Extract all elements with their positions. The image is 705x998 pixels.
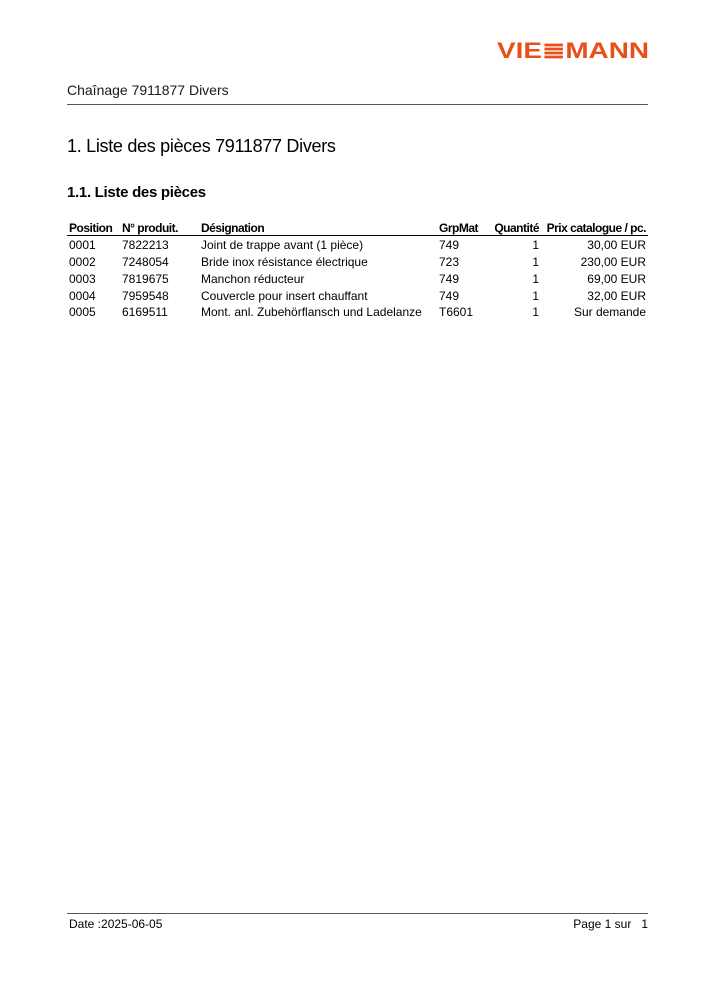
document-header-title: Chaînage 7911877 Divers [67,82,229,98]
cell-product-no: 7822213 [122,238,169,253]
footer-date: Date :2025-06-05 [69,917,163,931]
table-row [67,271,648,288]
table-row [67,236,648,254]
cell-position: 0004 [69,288,96,303]
parts-table [67,221,648,321]
column-header-designation: Désignation [199,221,437,236]
cell-position: 0002 [69,255,96,270]
cell-designation: Mont. anl. Zubehörflansch und Ladelanze [201,305,422,320]
cell-quantity: 1 [532,255,539,270]
table-row [67,304,648,321]
column-header-price: Prix catalogue / pc. [541,221,648,236]
section-heading: 1. Liste des pièces 7911877 Divers [67,136,336,156]
subsection-heading: 1.1. Liste des pièces [67,184,206,201]
table-header-row [67,221,648,236]
column-header-position: Position [67,221,120,236]
svg-text:VIE≣MANN: VIE≣MANN [497,38,649,63]
cell-price: 32,00 EUR [587,288,646,303]
cell-position: 0005 [69,305,96,320]
cell-designation: Couvercle pour insert chauffant [201,288,368,303]
cell-product-no: 6169511 [122,305,168,320]
column-header-quantity: Quantité [491,221,541,236]
header-divider [67,104,648,105]
cell-designation: Bride inox résistance électrique [201,255,368,270]
footer-divider [67,913,648,914]
cell-designation: Manchon réducteur [201,271,305,286]
cell-product-no: 7959548 [122,288,169,303]
column-header-product-no: N° produit. [120,221,199,236]
cell-grpmat: 723 [439,255,460,270]
column-header-grpmat: GrpMat [437,221,491,236]
cell-quantity: 1 [532,238,539,253]
cell-price: Sur demande [573,305,646,320]
cell-product-no: 7819675 [122,271,169,286]
cell-designation: Joint de trappe avant (1 pièce) [201,238,364,253]
footer-page-number: Page 1 sur 1 [573,917,648,931]
cell-grpmat: 749 [439,288,460,303]
cell-product-no: 7248054 [122,255,169,270]
cell-quantity: 1 [532,288,539,303]
cell-price: 230,00 EUR [580,255,646,270]
cell-position: 0001 [69,238,96,253]
cell-price: 69,00 EUR [587,271,646,286]
cell-grpmat: 749 [439,271,460,286]
table-row [67,254,648,271]
cell-quantity: 1 [532,305,539,320]
cell-quantity: 1 [532,271,539,286]
cell-position: 0003 [69,271,96,286]
table-row [67,287,648,304]
cell-grpmat: T6601 [439,305,474,320]
cell-price: 30,00 EUR [587,238,646,253]
viessmann-logo [497,34,649,70]
cell-grpmat: 749 [439,238,460,253]
